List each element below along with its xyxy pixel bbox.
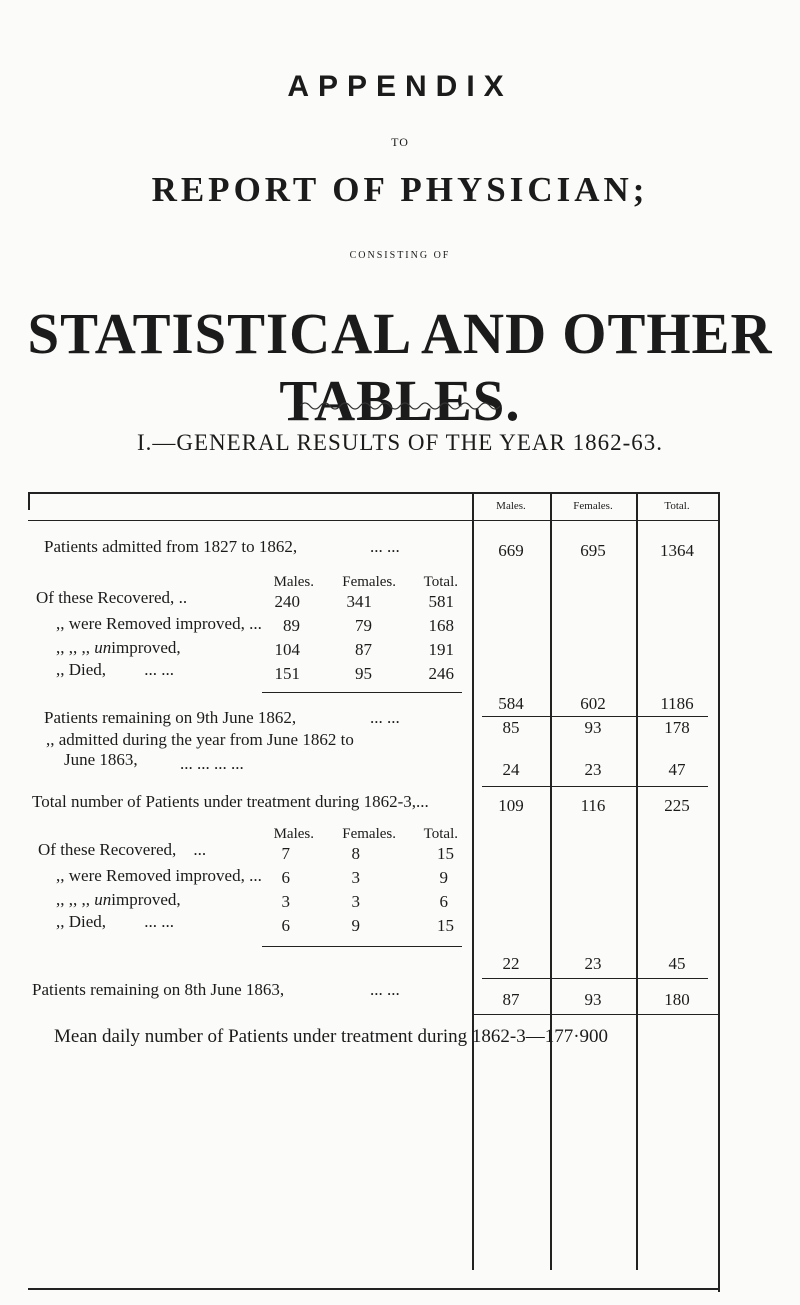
group2-subtotal-total: 45: [668, 954, 686, 973]
recovered-males: 240: [274, 592, 300, 611]
row-dots: ... ...: [370, 537, 400, 556]
group1-subtotal-total: 1186: [660, 694, 694, 713]
sub-header-males: Males.: [273, 574, 314, 590]
remaining-1862-males: 85: [502, 718, 520, 737]
row-label-died: ,, Died, ... ...: [56, 660, 175, 679]
row-label-remaining-1863: Patients remaining on 8th June 1863,: [32, 980, 285, 999]
header-bottom-rule: [28, 520, 718, 521]
sub-header-females: Females.: [342, 826, 396, 842]
admitted-year-sum-rule: [482, 786, 708, 787]
group1-subtotal-males: 584: [498, 694, 524, 713]
table-right-rule: [718, 492, 720, 1292]
group2-sum-rule: [262, 946, 462, 947]
group1-subtotal-rule: [482, 716, 708, 717]
sub-header-total: Total.: [423, 574, 458, 590]
sub-header-males: Males.: [273, 826, 314, 842]
recovered-total: 15: [437, 844, 454, 863]
table-top-rule: [28, 492, 718, 494]
section-title: I.—GENERAL RESULTS OF THE YEAR 1862-63.: [136, 430, 664, 455]
wavy-rule-ornament: [300, 400, 500, 412]
died-total: 246: [428, 664, 454, 683]
row-label-remaining-1862: Patients remaining on 9th June 1862,: [44, 708, 297, 727]
table-left-rule: [28, 492, 30, 510]
improved-males: 6: [281, 868, 290, 887]
divider-males-females: [550, 492, 552, 1270]
row-label-unimproved: ,, ,, ,, unimproved,: [56, 638, 181, 657]
unimproved-total: 6: [439, 892, 448, 911]
report-title: REPORT OF PHYSICIAN;: [151, 170, 649, 209]
group1-sum-rule: [262, 692, 462, 693]
total-treatment-total: 225: [664, 796, 690, 815]
remaining-1863-females: 93: [584, 990, 602, 1009]
admitted-year-females: 23: [584, 760, 602, 779]
admitted-males: 669: [498, 541, 524, 560]
recovered-males: 7: [281, 844, 290, 863]
row-label-died: ,, Died, ... ...: [56, 912, 175, 931]
row-dots: ... ... ... ...: [180, 754, 244, 773]
column-header-males: Males.: [496, 500, 526, 512]
row-label-removed-improved: ,, were Removed improved, ...: [56, 866, 262, 885]
improved-females: 3: [351, 868, 360, 887]
divider-label-males: [472, 492, 474, 1270]
died-females: 9: [351, 916, 360, 935]
column-header-total: Total.: [664, 500, 690, 512]
remaining-1863-total: 180: [664, 990, 690, 1009]
appendix-heading: APPENDIX: [287, 70, 513, 103]
row-label-admitted-year-cont: June 1863,: [64, 750, 138, 769]
unimproved-females: 87: [355, 640, 372, 659]
row-label-admitted-year: ,, admitted during the year from June 1862 to: [46, 730, 354, 749]
improved-males: 89: [283, 616, 300, 635]
remaining-1862-total: 178: [664, 718, 690, 737]
group2-subtotal-females: 23: [584, 954, 602, 973]
unimproved-total: 191: [428, 640, 454, 659]
recovered-total: 581: [428, 592, 454, 611]
mean-daily-note: Mean daily number of Patients under treatment during 1862-3—177·900: [54, 1026, 609, 1047]
group1-subtotal-females: 602: [580, 694, 606, 713]
improved-females: 79: [355, 616, 372, 635]
improved-total: 9: [439, 868, 448, 887]
final-total-rule: [472, 1014, 718, 1015]
divider-females-total: [636, 492, 638, 1270]
sub-header-females: Females.: [342, 574, 396, 590]
consisting-of-label: CONSISTING OF: [349, 250, 451, 261]
unimproved-males: 104: [274, 640, 300, 659]
row-label-recovered: Of these Recovered, ...: [38, 840, 207, 859]
column-header-females: Females.: [573, 500, 613, 512]
died-total: 15: [437, 916, 454, 935]
remaining-1862-females: 93: [584, 718, 602, 737]
statistical-tables-title: STATISTICAL AND OTHER TABLES.: [27, 301, 773, 433]
row-label-admitted: Patients admitted from 1827 to 1862,: [44, 537, 298, 556]
row-dots: ... ...: [370, 980, 400, 999]
admitted-total: 1364: [660, 541, 694, 560]
total-treatment-females: 116: [580, 796, 606, 815]
group2-subtotal-males: 22: [502, 954, 520, 973]
unimproved-males: 3: [281, 892, 290, 911]
to-label: TO: [391, 135, 409, 149]
died-females: 95: [355, 664, 372, 683]
row-label-total-treatment: Total number of Patients under treatment during 1862-3,...: [32, 792, 429, 811]
admitted-year-males: 24: [502, 760, 520, 779]
died-males: 151: [274, 664, 300, 683]
admitted-females: 695: [580, 541, 606, 560]
remaining-1863-males: 87: [502, 990, 520, 1009]
admitted-year-total: 47: [668, 760, 686, 779]
group2-subtotal-rule: [482, 978, 708, 979]
total-treatment-males: 109: [498, 796, 524, 815]
recovered-females: 341: [346, 592, 372, 611]
row-label-unimproved: ,, ,, ,, unimproved,: [56, 890, 181, 909]
unimproved-females: 3: [351, 892, 360, 911]
sub-header-total: Total.: [423, 826, 458, 842]
improved-total: 168: [428, 616, 454, 635]
died-males: 6: [281, 916, 290, 935]
row-label-recovered: Of these Recovered, ..: [36, 588, 188, 607]
recovered-females: 8: [351, 844, 360, 863]
row-dots: ... ...: [370, 708, 400, 727]
row-label-removed-improved: ,, were Removed improved, ...: [56, 614, 262, 633]
table-bottom-rule: [28, 1288, 718, 1290]
